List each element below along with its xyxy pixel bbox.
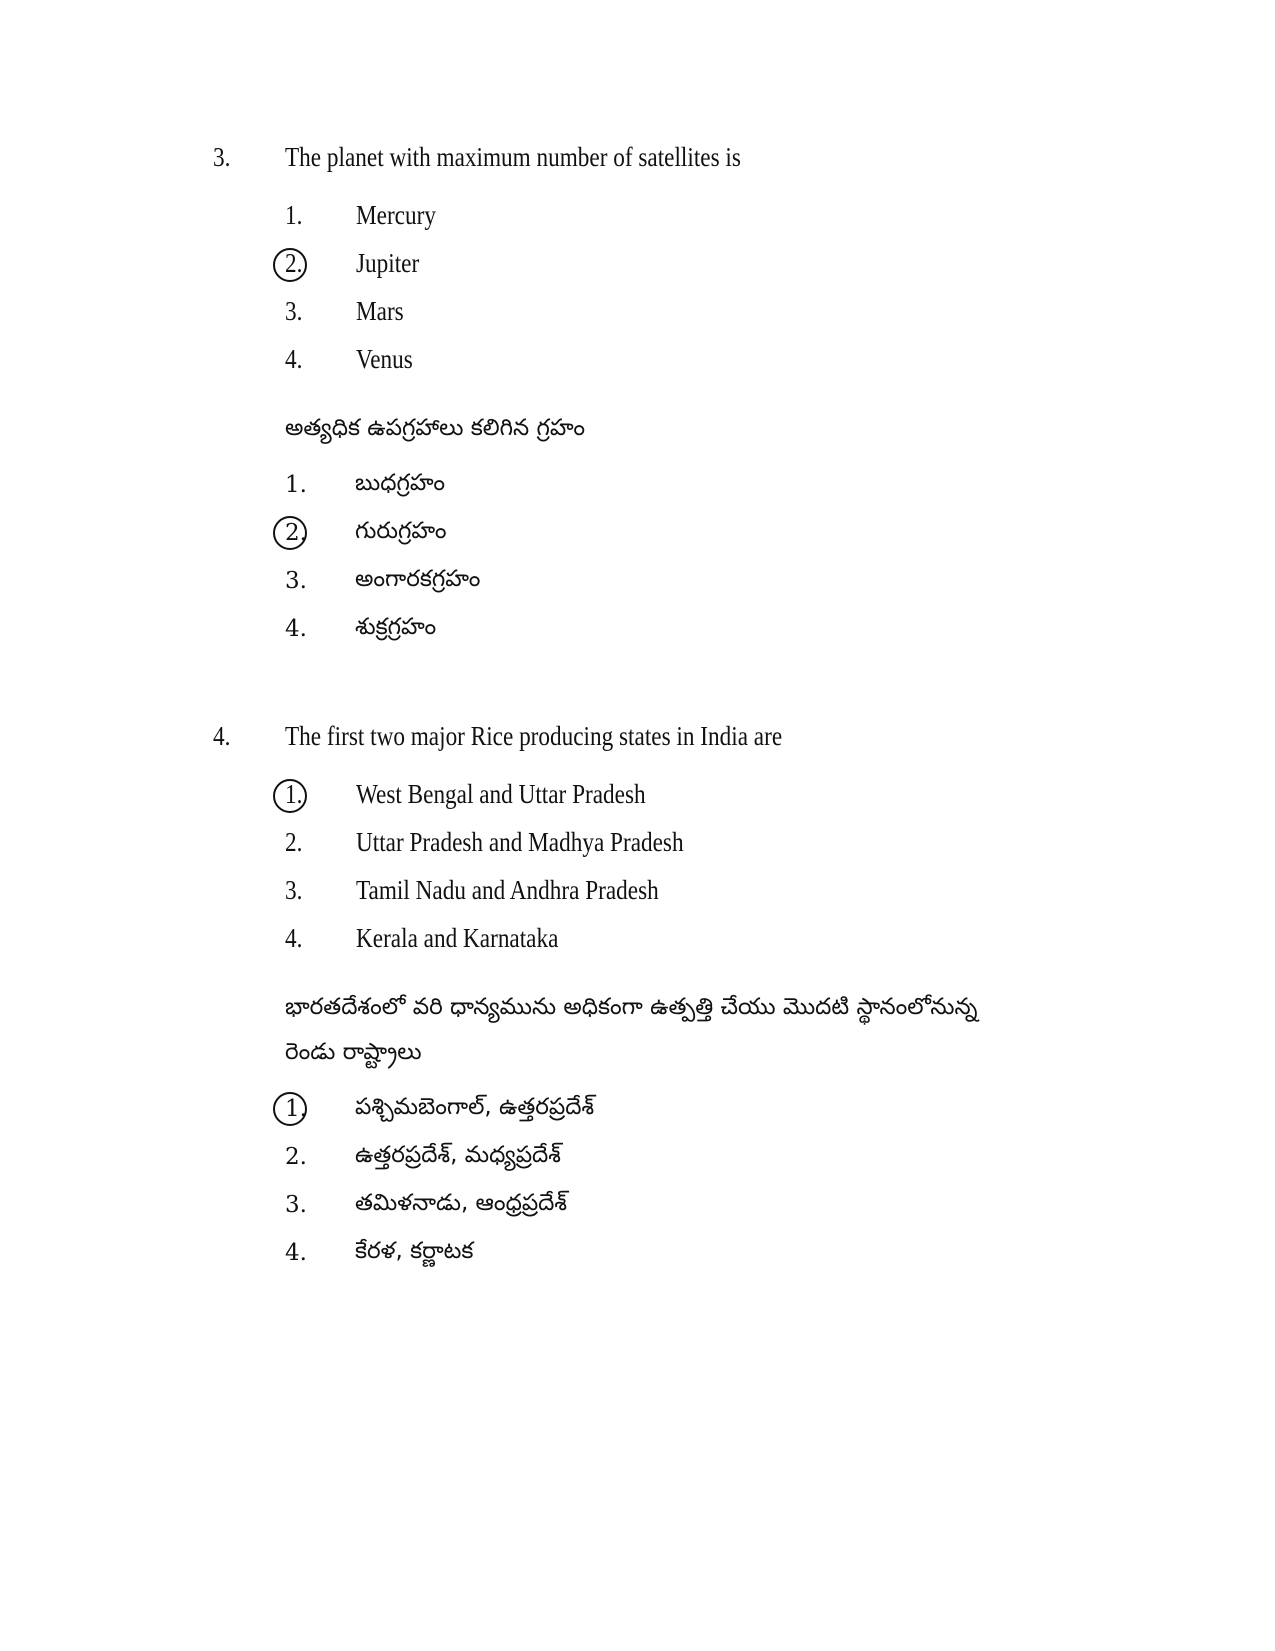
option-number: 1.: [285, 1096, 307, 1122]
option-label: West Bengal and Uttar Pradesh: [356, 779, 646, 809]
option-label: Tamil Nadu and Andhra Pradesh: [356, 875, 659, 905]
option-number: 2.: [285, 248, 303, 278]
option-number: 3.: [285, 1192, 307, 1218]
question-text-en: The first two major Rice producing states in India are: [285, 721, 783, 751]
option-label: Kerala and Karnataka: [356, 923, 559, 953]
question-text-te-line2: రెండు రాష్ట్రాలు: [285, 1039, 422, 1065]
question-number: 4.: [213, 721, 231, 751]
option-number: 4.: [285, 923, 303, 953]
option-number: 3.: [285, 568, 307, 594]
option-label: శుక్రగ్రహం: [355, 614, 437, 640]
option-number: 4.: [285, 344, 303, 374]
option-label: Jupiter: [356, 248, 420, 278]
option-number: 1.: [285, 779, 303, 809]
question-text-te: అత్యధిక ఉపగ్రహాలు కలిగిన గ్రహం: [285, 415, 586, 441]
option-label: Mars: [356, 296, 404, 326]
option-label: బుధగ్రహం: [355, 470, 446, 496]
option-number: 4.: [285, 1240, 307, 1266]
option-number: 1.: [285, 472, 307, 498]
option-label: పశ్చిమబెంగాల్, ఉత్తరప్రదేశ్: [355, 1094, 595, 1120]
option-label: Uttar Pradesh and Madhya Pradesh: [356, 827, 684, 857]
question-text-en: The planet with maximum number of satellites is: [285, 142, 741, 172]
option-number: 1.: [285, 200, 303, 230]
question-text-te-line1: భారతదేశంలో వరి ధాన్యమును అధికంగా ఉత్పత్తి చేయు మొదటి స్థానంలోనున్న: [285, 994, 978, 1020]
option-label: కేరళ, కర్ణాటక: [355, 1238, 474, 1264]
option-label: తమిళనాడు, ఆంధ్రప్రదేశ్: [355, 1190, 568, 1216]
option-number: 3.: [285, 296, 303, 326]
option-number: 2.: [285, 1144, 307, 1170]
option-number: 2.: [285, 520, 307, 546]
option-number: 4.: [285, 616, 307, 642]
option-label: గురుగ్రహం: [355, 518, 447, 544]
option-label: అంగారకగ్రహం: [355, 566, 481, 592]
option-label: Mercury: [356, 200, 436, 230]
question-number: 3.: [213, 142, 231, 172]
option-number: 3.: [285, 875, 303, 905]
option-label: Venus: [356, 344, 413, 374]
option-number: 2.: [285, 827, 303, 857]
option-label: ఉత్తరప్రదేశ్, మధ్యప్రదేశ్: [355, 1142, 561, 1168]
